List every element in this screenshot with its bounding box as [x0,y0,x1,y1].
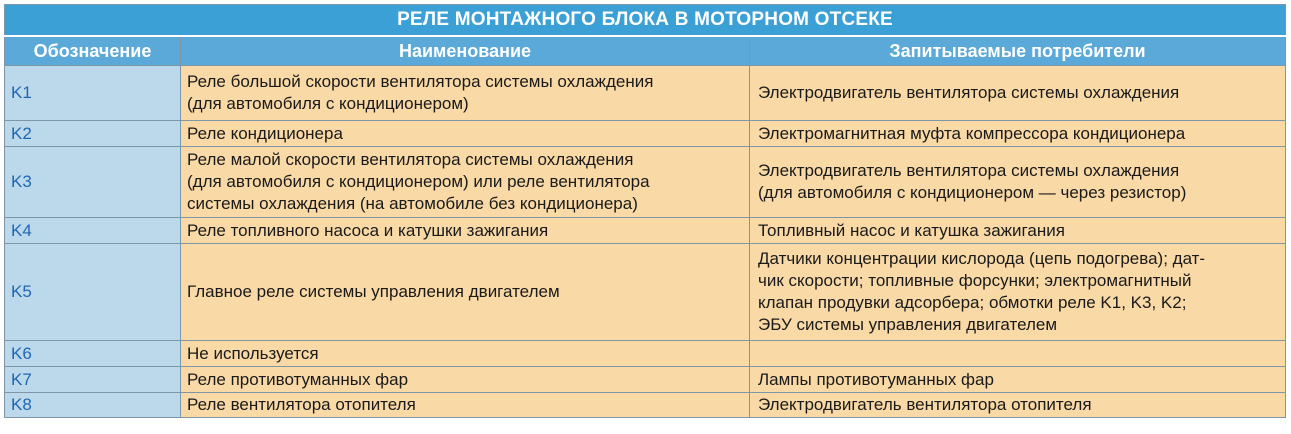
relay-name-line: Реле противотуманных фар [187,369,409,389]
relay-name [181,121,750,147]
consumers-line: (для автомобиля с кондиционером — через резистор) [758,183,1187,202]
relay-code: K8 [5,393,181,418]
relay-code: K2 [5,121,181,147]
table-row [5,341,1286,367]
relay-consumers [750,341,1286,367]
table-row [5,218,1286,244]
consumers-line: Лампы противотуманных фар [758,369,994,389]
relay-table [4,4,1286,418]
column-header-designation: Обозначение [5,36,181,66]
relay-consumers [750,147,1286,218]
relay-code: K7 [5,367,181,393]
relay-name-line: (для автомобиля с кондиционером) [187,94,469,113]
relay-consumers [750,66,1286,121]
relay-name-line: Реле кондиционера [187,123,343,143]
column-header-name: Наименование [181,36,750,66]
relay-consumers [750,244,1286,341]
relay-consumers [750,218,1286,244]
consumers-line: Электромагнитная муфта компрессора кондиционера [758,123,1186,143]
relay-code: K1 [5,66,181,121]
table-row [5,393,1286,418]
relay-name-line: Реле топливного насоса и катушки зажигания [187,220,549,240]
relay-consumers [750,121,1286,147]
consumers-line: Электродвигатель вентилятора системы охлаждения [758,83,1180,102]
table-row [5,66,1286,121]
relay-name [181,66,750,121]
relay-code: K6 [5,341,181,367]
relay-name [181,147,750,218]
relay-table-container [4,4,1285,428]
relay-name-line: системы охлаждения (на автомобиле без кондиционера) [187,194,638,213]
relay-name [181,341,750,367]
table-title: РЕЛЕ МОНТАЖНОГО БЛОКА В МОТОРНОМ ОТСЕКЕ [5,5,1286,37]
consumers-line: чик скорости; топливные форсунки; электромагнитный [758,271,1192,290]
relay-name [181,218,750,244]
relay-name-line: Реле большой скорости вентилятора системы охлаждения [187,72,654,91]
consumers-line: клапан продувки адсорбера; обмотки реле K1, K3, K2; [758,293,1187,312]
table-row [5,147,1286,218]
table-row [5,367,1286,393]
relay-consumers [750,393,1286,418]
relay-code: K5 [5,244,181,341]
consumers-line: ЭБУ системы управления двигателем [758,315,1058,334]
consumers-line: Топливный насос и катушка зажигания [758,220,1065,240]
relay-code: K4 [5,218,181,244]
relay-name [181,393,750,418]
relay-code: K3 [5,147,181,218]
consumers-line: Электродвигатель вентилятора отопителя [758,395,1092,414]
relay-name [181,367,750,393]
table-row [5,244,1286,341]
column-header-consumers: Запитываемые потребители [750,36,1286,66]
relay-name-line: Реле малой скорости вентилятора системы охлаждения [187,150,634,169]
relay-name-line: Не используется [187,343,319,363]
relay-name-line: Реле вентилятора отопителя [187,395,416,414]
relay-consumers [750,367,1286,393]
relay-name-line: (для автомобиля с кондиционером) или реле вентилятора [187,172,650,191]
relay-name-line: Главное реле системы управления двигателем [187,282,560,301]
consumers-line: Электродвигатель вентилятора системы охлаждения [758,161,1180,180]
table-header-row [5,36,1286,66]
table-title-row [5,5,1286,37]
table-row [5,121,1286,147]
consumers-line: Датчики концентрации кислорода (цепь подогрева); дат- [758,249,1206,268]
relay-name [181,244,750,341]
